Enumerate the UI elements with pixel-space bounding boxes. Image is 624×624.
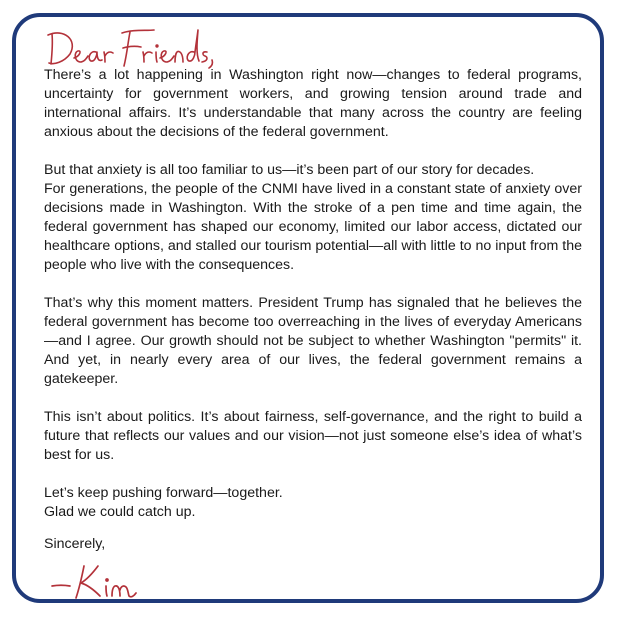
paragraph-moment: That’s why this moment matters. President Trump has signaled that he believes the federal government has become too overreaching in the lives of everyday Americans—and I agree. Our growth should not be subject to whether Washington "permits" it. And yet, in nearly every area of our lives, the federal government remains a gatekeeper. bbox=[44, 295, 582, 387]
paragraph-generations: For generations, the people of the CNMI have lived in a constant state of anxiety over decisions made in Washington. With the stroke of a pen time and time again, the federal government has shaped our economy, limited our labor access, dictated our healthcare options, and stalled our tourism potential—all with little to no input from the people who live with the consequences. bbox=[44, 181, 582, 273]
letter-body bbox=[44, 66, 582, 522]
signature-handwritten bbox=[48, 560, 158, 600]
paragraph-intro: There’s a lot happening in Washington right now—changes to federal programs, uncertainty for government workers, and growing tension around trade and international affairs. It’s understandable that many across the country are feeling anxious about the decisions of the federal government. bbox=[44, 67, 582, 140]
greeting-handwritten bbox=[44, 22, 214, 70]
closing-line: Let’s keep pushing forward—together. bbox=[44, 485, 283, 501]
closing-line: Glad we could catch up. bbox=[44, 504, 196, 520]
paragraph-anxiety: But that anxiety is all too familiar to us—it’s been part of our story for decades. bbox=[44, 162, 535, 178]
signoff: Sincerely, bbox=[44, 536, 106, 552]
paragraph-politics: This isn’t about politics. It’s about fairness, self-governance, and the right to build a future that reflects our values and our vision—not just someone else’s idea of what’s best for us. bbox=[44, 409, 582, 463]
closing bbox=[44, 484, 582, 522]
